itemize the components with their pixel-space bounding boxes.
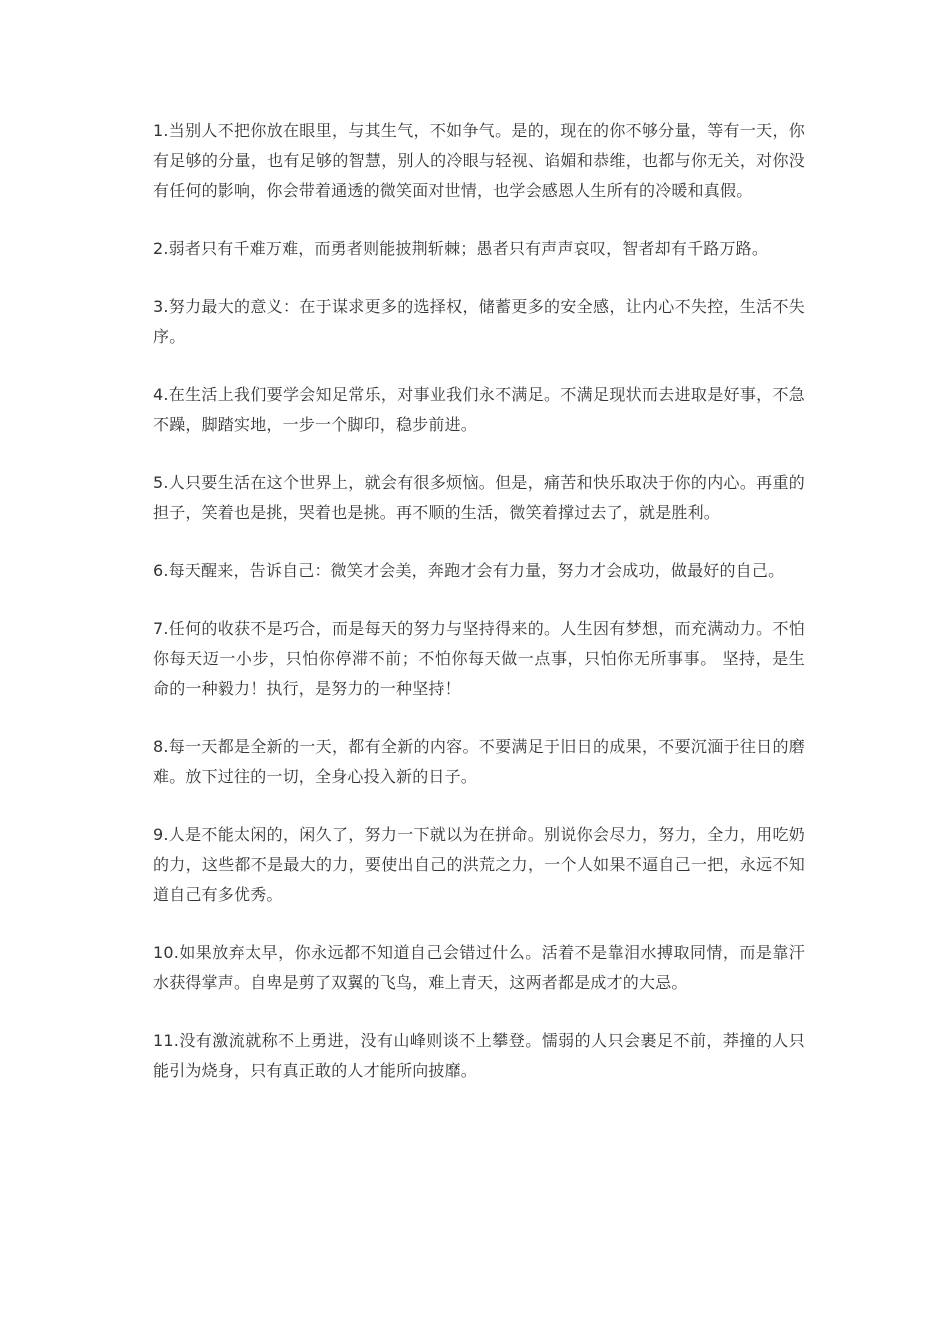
document-body: [153, 116, 805, 1114]
paragraph-2: 2.弱者只有千难万难，而勇者则能披荆斩棘；愚者只有声声哀叹，智者却有千路万路。: [153, 239, 769, 258]
paragraph-5: 5.人只要生活在这个世界上，就会有很多烦恼。但是，痛苦和快乐取决于你的内心。再重的担子，笑着也是挑，哭着也是挑。再不顺的生活，微笑着撑过去了，就是胜利。: [153, 473, 805, 522]
paragraph-6: 6.每天醒来，告诉自己：微笑才会美，奔跑才会有力量，努力才会成功，做最好的自己。: [153, 561, 785, 580]
paragraph-8: 8.每一天都是全新的一天，都有全新的内容。不要满足于旧日的成果，不要沉湎于往日的磨难。放下过往的一切，全身心投入新的日子。: [153, 737, 805, 786]
paragraph-7: 7.任何的收获不是巧合，而是每天的努力与坚持得来的。人生因有梦想，而充满动力。不怕你每天迈一小步，只怕你停滞不前；不怕你每天做一点事，只怕你无所事事。 坚持，是生命的一种毅力！执行，是努力的一种坚持！: [153, 619, 805, 698]
paragraph-9: 9.人是不能太闲的，闲久了，努力一下就以为在拼命。别说你会尽力，努力，全力，用吃奶的力，这些都不是最大的力，要使出自己的洪荒之力，一个人如果不逼自己一把，永远不知道自己有多优秀。: [153, 825, 805, 904]
paragraph-3: 3.努力最大的意义：在于谋求更多的选择权，储蓄更多的安全感，让内心不失控，生活不失序。: [153, 297, 805, 346]
paragraph-4: 4.在生活上我们要学会知足常乐，对事业我们永不满足。不满足现状而去进取是好事，不急不躁，脚踏实地，一步一个脚印，稳步前进。: [153, 385, 805, 434]
paragraph-1: 1.当别人不把你放在眼里，与其生气，不如争气。是的，现在的你不够分量，等有一天，你有足够的分量，也有足够的智慧，别人的冷眼与轻视、谄媚和恭维，也都与你无关，对你没有任何的影响，你会带着通透的微笑面对世情，也学会感恩人生所有的冷暖和真假。: [153, 121, 805, 200]
paragraph-11: 11.没有激流就称不上勇进，没有山峰则谈不上攀登。懦弱的人只会裹足不前，莽撞的人只能引为烧身，只有真正敢的人才能所向披靡。: [153, 1031, 805, 1080]
paragraph-10: 10.如果放弃太早，你永远都不知道自己会错过什么。活着不是靠泪水搏取同情，而是靠汗水获得掌声。自卑是剪了双翼的飞鸟，难上青天，这两者都是成才的大忌。: [153, 943, 805, 992]
